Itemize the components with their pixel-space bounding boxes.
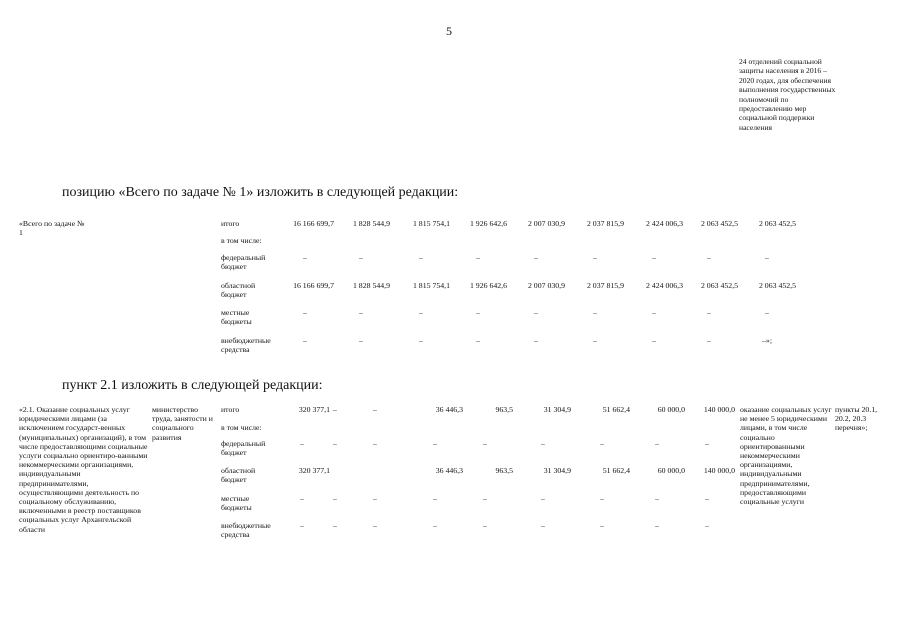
table-cell: 2 063 452,5 (758, 219, 796, 228)
table-cell: – (359, 336, 363, 345)
table-cell: 16 166 699,7 (293, 219, 334, 228)
top-note: 24 отделений социальной защиты населения в 2016 – 2020 годах, для обеспечения выполнения государственных полномочий по предоставлению мер социальной поддержки населения (739, 57, 836, 132)
table-cell: – (593, 308, 597, 317)
table-cell: 2 063 452,5 (700, 219, 738, 228)
table2-name: «2.1. Оказание социальных услуг юридическими лицами (за исключением государст-венных (муниципальных) организаций), в том числе предоставляющими социальные услуги социально ориентиро-ванными некоммерческими организациями, индивидуальными предпринимателями, осуществляющими деятельность по социальному обслуживанию, включенными в реестр поставщиков социальных услуг Архангельской области (19, 405, 148, 534)
table2-executor: министерство труда, занятости и социального развития (152, 405, 213, 442)
table-cell: 1 815 754,1 (412, 219, 450, 228)
table-cell: – (652, 253, 656, 262)
table-cell: – (541, 439, 545, 448)
table-cell: – (333, 521, 337, 530)
table-cell: 1 926 642,6 (469, 219, 507, 228)
table-cell: – (705, 439, 709, 448)
table-cell: 36 446,3 (435, 405, 463, 414)
table-cell: – (600, 494, 604, 503)
row-label: областной бюджет (221, 281, 256, 300)
table-cell: 2 063 452,5 (700, 281, 738, 290)
table-cell: 16 166 699,7 (293, 281, 334, 290)
table-cell: – (652, 308, 656, 317)
table-cell: 963,5 (495, 466, 513, 475)
table-cell: 963,5 (495, 405, 513, 414)
table-cell: – (476, 308, 480, 317)
table-cell: 31 304,9 (543, 405, 571, 414)
table-cell: 1 828 544,9 (352, 219, 390, 228)
table-cell: 320 377,1 (298, 466, 330, 475)
section-heading-2: пункт 2.1 изложить в следующей редакции: (62, 378, 323, 393)
table-cell: 2 063 452,5 (758, 281, 796, 290)
table-cell: – (483, 521, 487, 530)
table-cell: – (705, 521, 709, 530)
table-cell: – (359, 308, 363, 317)
table-cell: – (373, 521, 377, 530)
table-cell: 51 662,4 (602, 466, 630, 475)
table-cell: – (333, 494, 337, 503)
table-cell: – (300, 439, 304, 448)
table-cell: – (433, 521, 437, 530)
table-cell: – (655, 439, 659, 448)
table-cell: – (303, 336, 307, 345)
row-label: итого (221, 405, 240, 414)
row-label: внебюджетные средства (221, 336, 271, 355)
table-cell: – (600, 521, 604, 530)
table-cell: 1 815 754,1 (412, 281, 450, 290)
table-cell: 2 424 006,3 (645, 219, 683, 228)
row-label: областной бюджет (221, 466, 256, 485)
table-cell: 2 037 815,9 (586, 219, 624, 228)
table-cell: – (476, 253, 480, 262)
table-cell: – (483, 494, 487, 503)
table-cell: – (476, 336, 480, 345)
table-cell: – (655, 521, 659, 530)
table-cell: – (303, 308, 307, 317)
table-cell: – (765, 308, 769, 317)
table-cell: – (333, 405, 337, 414)
row-label: внебюджетные средства (221, 521, 271, 540)
row-label: федеральный бюджет (221, 439, 266, 458)
row-label: в том числе: (221, 236, 262, 245)
row-label: федеральный бюджет (221, 253, 266, 272)
row-label: местные бюджеты (221, 308, 252, 327)
row-label: итого (221, 219, 240, 228)
table-cell: 60 000,0 (657, 405, 685, 414)
table-cell: – (600, 439, 604, 448)
table-cell: 1 926 642,6 (469, 281, 507, 290)
table-cell: 31 304,9 (543, 466, 571, 475)
table-cell: – (534, 308, 538, 317)
table-cell: – (652, 336, 656, 345)
row-label: в том числе: (221, 423, 262, 432)
table-cell: –»; (762, 336, 772, 345)
table-cell: – (300, 521, 304, 530)
table-cell: – (433, 494, 437, 503)
table-cell: 2 037 815,9 (586, 281, 624, 290)
table-cell: – (419, 253, 423, 262)
table-cell: 60 000,0 (657, 466, 685, 475)
table-cell: – (707, 253, 711, 262)
table-cell: – (655, 494, 659, 503)
table-cell: 36 446,3 (435, 466, 463, 475)
table-cell: – (534, 253, 538, 262)
table-cell: – (373, 439, 377, 448)
row-label: местные бюджеты (221, 494, 252, 513)
table-cell: – (373, 405, 377, 414)
table-cell: 140 000,0 (703, 466, 735, 475)
table-cell: – (593, 336, 597, 345)
table-cell: – (333, 439, 337, 448)
table-cell: – (593, 253, 597, 262)
table-cell: 320 377,1 (298, 405, 330, 414)
table-cell: – (303, 253, 307, 262)
table-cell: – (359, 253, 363, 262)
table-cell: – (433, 439, 437, 448)
table-cell: 140 000,0 (703, 405, 735, 414)
table-cell: – (707, 308, 711, 317)
table-cell: – (419, 308, 423, 317)
table-cell: – (541, 521, 545, 530)
table-cell: – (534, 336, 538, 345)
table-cell: 2 007 030,9 (527, 281, 565, 290)
table-cell: 1 828 544,9 (352, 281, 390, 290)
table-cell: 2 424 006,3 (645, 281, 683, 290)
table2-link: пункты 20.1, 20.2, 20.3 перечня»; (835, 405, 878, 433)
page-number: 5 (446, 24, 452, 38)
table-cell: – (300, 494, 304, 503)
section-heading-1: позицию «Всего по задаче № 1» изложить в следующей редакции: (62, 185, 459, 200)
table-cell: 2 007 030,9 (527, 219, 565, 228)
table-cell: – (483, 439, 487, 448)
table-cell: – (765, 253, 769, 262)
table-cell: – (419, 336, 423, 345)
table-cell: – (705, 494, 709, 503)
table1-name: «Всего по задаче № 1 (19, 219, 85, 238)
table-cell: 51 662,4 (602, 405, 630, 414)
table2-result: оказание социальных услуг не менее 5 юридическими лицами, в том числе социально ориентированными некоммерческими организациями, индивидуальными предпринимателями, предоставляющими социальные услуги (740, 405, 832, 507)
table-cell: – (707, 336, 711, 345)
table-cell: – (541, 494, 545, 503)
table-cell: – (373, 494, 377, 503)
